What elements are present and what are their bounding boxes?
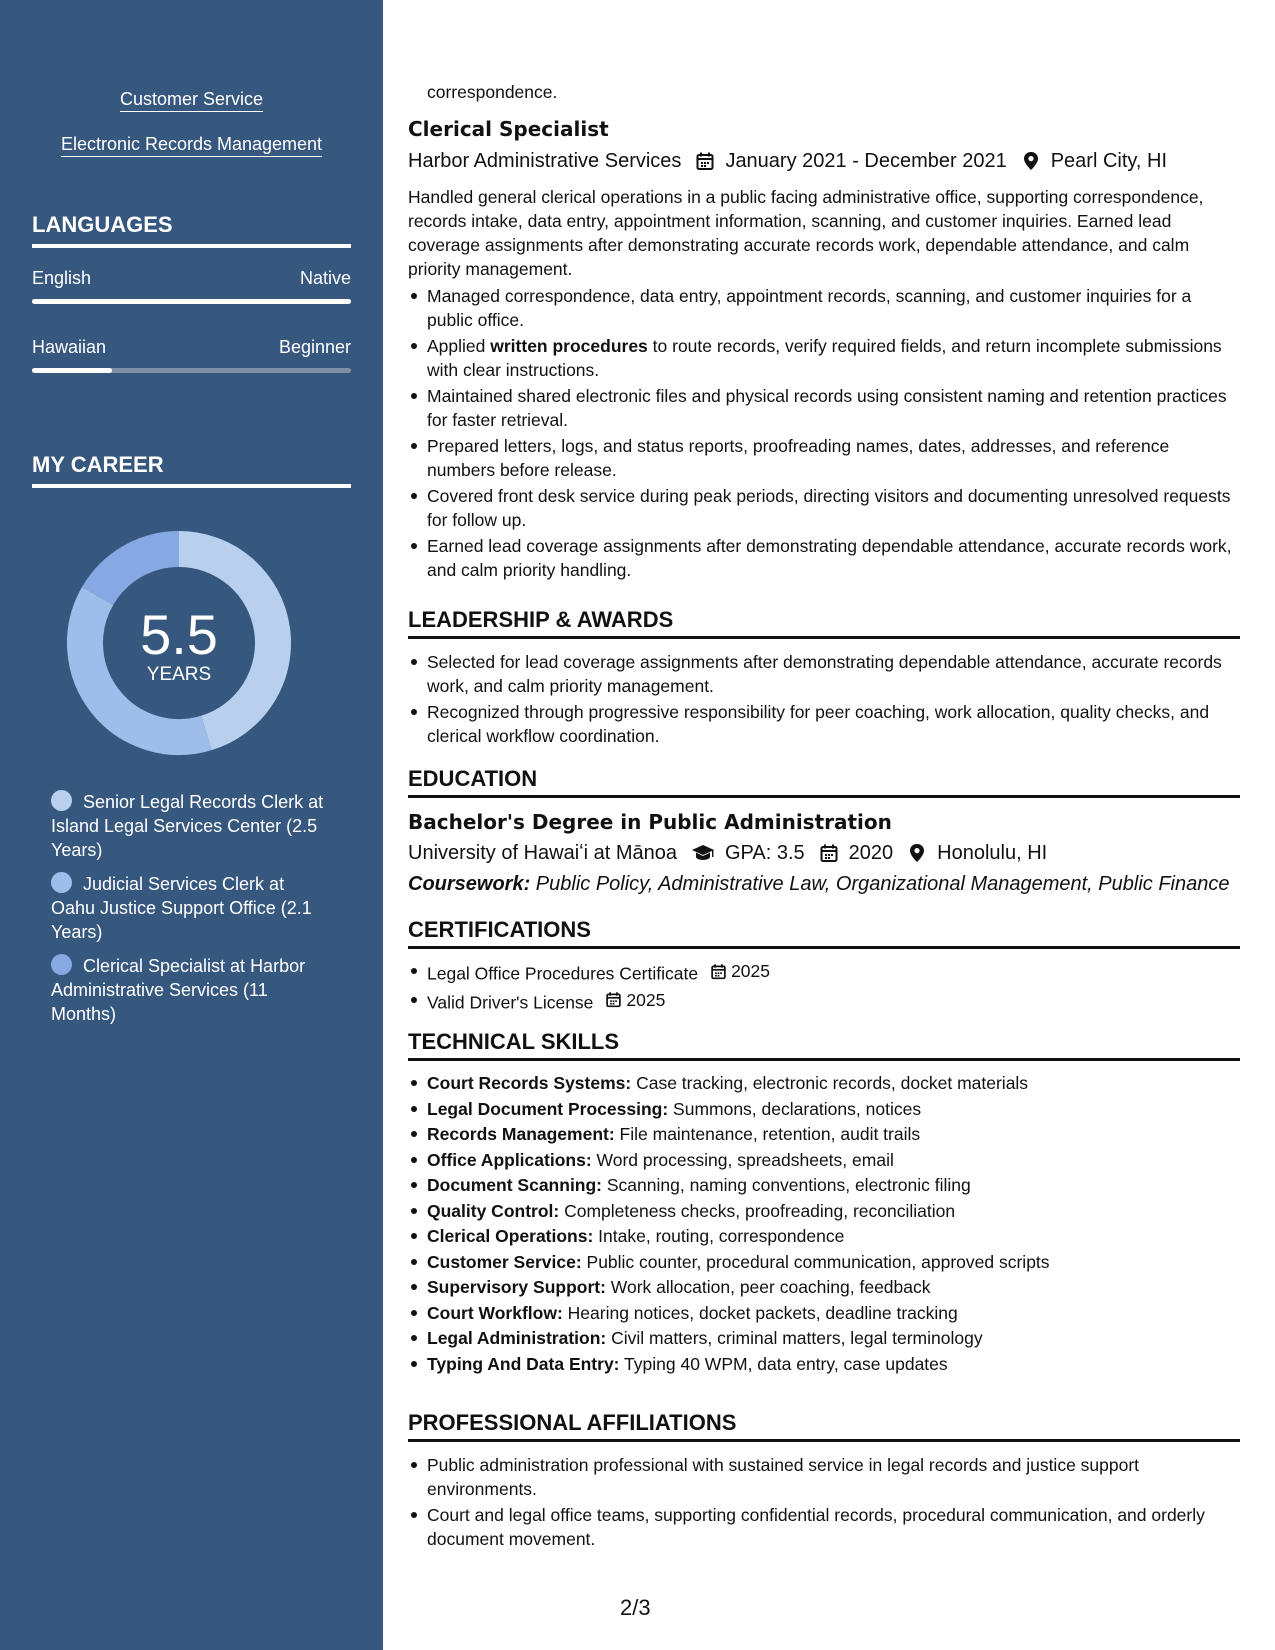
list-item: Selected for lead coverage assignments after demonstrating dependable attendance, accurate records work, and calm priority management. <box>408 650 1240 698</box>
languages-heading: LANGUAGES <box>32 212 351 248</box>
leadership-list <box>408 650 1240 750</box>
skill-link-electronic-records[interactable]: Electronic Records Management <box>0 134 383 157</box>
job-bullets <box>408 284 1240 584</box>
list-item: Managed correspondence, data entry, appointment records, scanning, and customer inquiries for a public office. <box>408 284 1240 332</box>
coursework <box>408 872 1240 896</box>
job-title: Clerical Specialist <box>408 117 609 141</box>
list-item: Legal Administration: Civil matters, criminal matters, legal terminology <box>408 1326 1240 1350</box>
location-pin-icon <box>1021 151 1041 171</box>
list-item: Office Applications: Word processing, spreadsheets, email <box>408 1148 1240 1172</box>
language-bar-fill <box>32 368 112 373</box>
list-item: Court Workflow: Hearing notices, docket packets, deadline tracking <box>408 1301 1240 1325</box>
career-item: Clerical Specialist at Harbor Administrative Services (11 Months) <box>51 956 306 1024</box>
list-item: Earned lead coverage assignments after demonstrating dependable attendance, accurate records work, and calm priority handling. <box>408 534 1240 582</box>
certifications-list <box>408 959 1240 1016</box>
gpa: GPA: 3.5 <box>725 842 805 864</box>
education-meta <box>408 841 1240 865</box>
language-row-english <box>32 268 351 289</box>
school-name: University of Hawaiʻi at Mānoa <box>408 842 677 864</box>
list-item: Recognized through progressive responsibility for peer coaching, work allocation, quality checks, and clerical workflow coordination. <box>408 700 1240 748</box>
career-heading: MY CAREER <box>32 452 351 488</box>
affiliations-heading: PROFESSIONAL AFFILIATIONS <box>408 1411 1240 1442</box>
list-item: Document Scanning: Scanning, naming conventions, electronic filing <box>408 1173 1240 1197</box>
cert-date: 2025 <box>710 959 770 983</box>
job-dates: January 2021 - December 2021 <box>725 150 1007 172</box>
coursework-label: Coursework: <box>408 873 531 895</box>
graduation-cap-icon <box>691 843 715 863</box>
career-dot-icon <box>51 790 72 811</box>
technical-skills-heading: TECHNICAL SKILLS <box>408 1030 1240 1061</box>
career-item: Judicial Services Clerk at Oahu Justice Support Office (2.1 Years) <box>51 874 312 942</box>
language-bar-fill <box>32 299 351 304</box>
list-item: Quality Control: Completeness checks, proofreading, reconciliation <box>408 1199 1240 1223</box>
page-number: 2/3 <box>620 1595 651 1620</box>
language-row-hawaiian <box>32 337 351 358</box>
coursework-list: Public Policy, Administrative Law, Organizational Management, Public Finance <box>530 873 1230 895</box>
sidebar <box>0 0 383 1650</box>
calendar-icon <box>605 991 622 1008</box>
list-item: Court and legal office teams, supporting confidential records, procedural communication, and orderly document movement. <box>408 1503 1240 1551</box>
language-bar-hawaiian <box>32 368 351 373</box>
certifications-heading: CERTIFICATIONS <box>408 918 1240 949</box>
list-item: Customer Service: Public counter, procedural communication, approved scripts <box>408 1250 1240 1274</box>
career-dot-icon <box>51 872 72 893</box>
career-total-value: 5.5 <box>140 603 218 666</box>
list-item: Valid Driver's License 2025 <box>408 988 1240 1015</box>
list-item: Records Management: File maintenance, retention, audit trails <box>408 1122 1240 1146</box>
language-name: Hawaiian <box>32 337 107 357</box>
career-item: Senior Legal Records Clerk at Island Legal Services Center (2.5 Years) <box>51 792 324 860</box>
affiliations-list <box>408 1453 1240 1553</box>
leadership-heading: LEADERSHIP & AWARDS <box>408 608 1240 639</box>
calendar-icon <box>710 963 727 980</box>
school-location: Honolulu, HI <box>937 842 1048 864</box>
career-list <box>51 790 331 1036</box>
job-location: Pearl City, HI <box>1050 150 1168 172</box>
calendar-icon <box>819 843 839 863</box>
technical-skills-list <box>408 1071 1240 1377</box>
list-item: Court Records Systems: Case tracking, electronic records, docket materials <box>408 1071 1240 1095</box>
list-item: Maintained shared electronic files and physical records using consistent naming and retention practices for faster retrieval. <box>408 384 1240 432</box>
skill-link-customer-service[interactable]: Customer Service <box>0 89 383 112</box>
list-item: Prepared letters, logs, and status reports, proofreading names, dates, addresses, and reference numbers before release. <box>408 434 1240 482</box>
carryover-text: correspondence. <box>427 82 558 102</box>
job-summary: Handled general clerical operations in a public facing administrative office, supporting correspondence, records intake, data entry, appointment information, scanning, and customer inquiries. Earned lead coverage assignments after demonstrating accurate records work, dependable attendance, and calm priority management. <box>408 187 1204 279</box>
graduation-year: 2020 <box>848 842 894 864</box>
list-item: Typing And Data Entry: Typing 40 WPM, data entry, case updates <box>408 1352 1240 1376</box>
list-item: Public administration professional with sustained service in legal records and justice support environments. <box>408 1453 1240 1501</box>
degree-title: Bachelor's Degree in Public Administration <box>408 810 892 834</box>
list-item: Supervisory Support: Work allocation, peer coaching, feedback <box>408 1275 1240 1299</box>
language-name: English <box>32 268 92 288</box>
career-total-unit: YEARS <box>146 664 212 685</box>
list-item: Clerical Operations: Intake, routing, correspondence <box>408 1224 1240 1248</box>
language-level: Beginner <box>278 337 351 357</box>
list-item: Covered front desk service during peak periods, directing visitors and documenting unresolved requests for follow up. <box>408 484 1240 532</box>
career-total <box>66 530 292 756</box>
cert-date: 2025 <box>605 988 665 1012</box>
job-company: Harbor Administrative Services <box>408 150 682 172</box>
career-dot-icon <box>51 954 72 975</box>
list-item: Applied written procedures to route records, verify required fields, and return incomplete submissions with clear instructions. <box>408 334 1240 382</box>
location-pin-icon <box>907 843 927 863</box>
language-bar-english <box>32 299 351 304</box>
language-level: Native <box>299 268 351 288</box>
education-heading: EDUCATION <box>408 767 1240 798</box>
list-item: Legal Office Procedures Certificate 2025 <box>408 959 1240 986</box>
list-item: Legal Document Processing: Summons, declarations, notices <box>408 1097 1240 1121</box>
job-meta <box>408 149 1240 173</box>
calendar-icon <box>695 151 715 171</box>
